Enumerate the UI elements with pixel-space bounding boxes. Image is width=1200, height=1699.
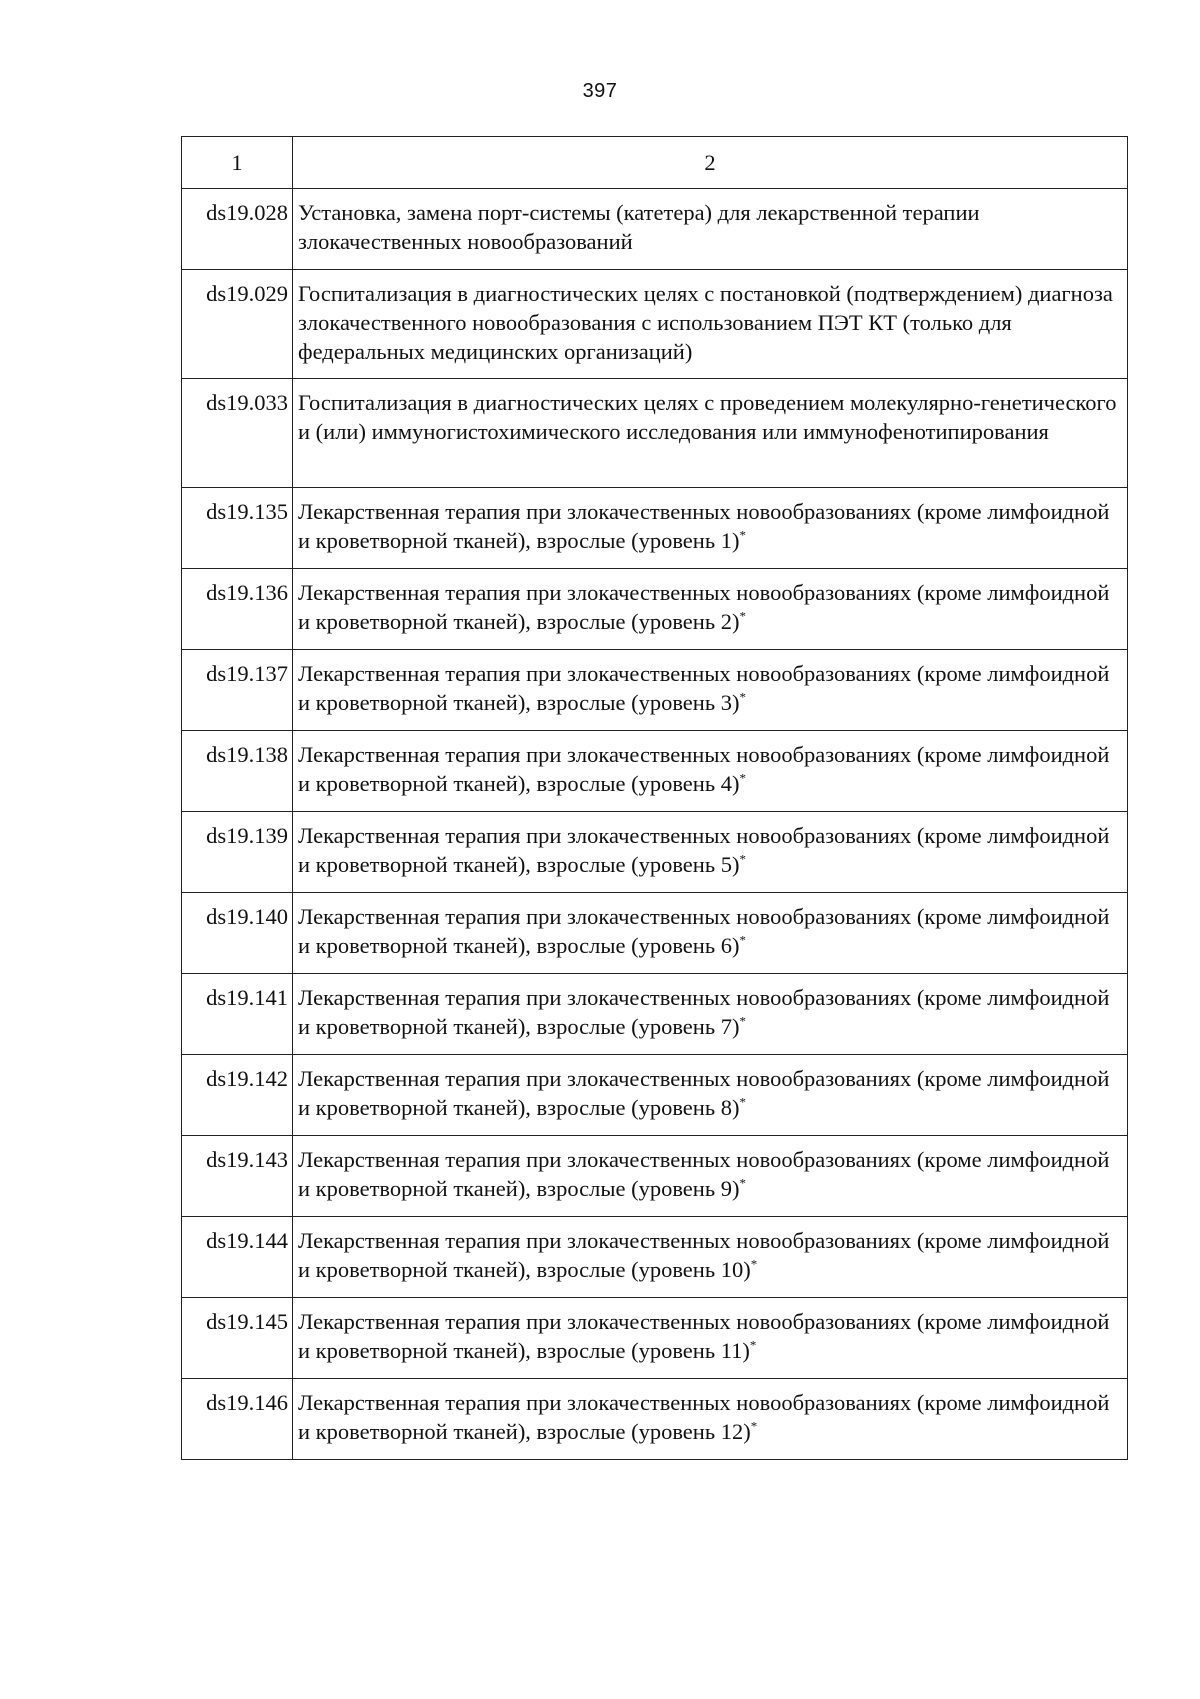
row-code: ds19.029 xyxy=(182,270,293,379)
footnote-mark: * xyxy=(739,770,746,786)
page-number: 397 xyxy=(582,80,618,102)
row-description-text: Лекарственная терапия при злокачественных новообразованиях (кроме лимфоидной и кроветворной тканей), взрослые (уровень 1) xyxy=(298,499,1110,553)
footnote-mark: * xyxy=(739,1013,746,1029)
footnote-mark: * xyxy=(739,932,746,948)
row-description xyxy=(293,1136,1128,1217)
row-description xyxy=(293,650,1128,731)
tariff-table xyxy=(181,136,1128,1460)
row-description-text: Лекарственная терапия при злокачественных новообразованиях (кроме лимфоидной и кроветворной тканей), взрослые (уровень 6) xyxy=(298,904,1110,958)
row-code: ds19.141 xyxy=(182,974,293,1055)
table-row xyxy=(182,893,1128,974)
row-code: ds19.033 xyxy=(182,379,293,488)
row-description-text: Лекарственная терапия при злокачественных новообразованиях (кроме лимфоидной и кроветворной тканей), взрослые (уровень 2) xyxy=(298,580,1110,634)
table-body xyxy=(182,137,1128,1460)
footnote-mark: * xyxy=(739,1175,746,1191)
footnote-mark: * xyxy=(739,851,746,867)
row-code: ds19.140 xyxy=(182,893,293,974)
row-code: ds19.138 xyxy=(182,731,293,812)
row-description xyxy=(293,974,1128,1055)
row-description xyxy=(293,488,1128,569)
row-description xyxy=(293,270,1128,379)
row-description-text: Лекарственная терапия при злокачественных новообразованиях (кроме лимфоидной и кроветворной тканей), взрослые (уровень 8) xyxy=(298,1066,1110,1120)
table-row xyxy=(182,1055,1128,1136)
row-description-text: Лекарственная терапия при злокачественных новообразованиях (кроме лимфоидной и кроветворной тканей), взрослые (уровень 7) xyxy=(298,985,1110,1039)
row-description xyxy=(293,1217,1128,1298)
row-code: ds19.143 xyxy=(182,1136,293,1217)
row-code: ds19.135 xyxy=(182,488,293,569)
footnote-mark: * xyxy=(750,1256,758,1272)
row-description-text: Госпитализация в диагностических целях с постановкой (подтверждением) диагноза злокачественного новообразования с использованием ПЭТ КТ (только для федеральных медицинских организаций) xyxy=(298,281,1113,364)
row-description xyxy=(293,1298,1128,1379)
row-description xyxy=(293,1055,1128,1136)
table-row xyxy=(182,189,1128,270)
table-row xyxy=(182,1298,1128,1379)
row-code: ds19.028 xyxy=(182,189,293,270)
footnote-mark: * xyxy=(749,1337,757,1353)
row-description xyxy=(293,812,1128,893)
row-description-text: Лекарственная терапия при злокачественных новообразованиях (кроме лимфоидной и кроветворной тканей), взрослые (уровень 9) xyxy=(298,1147,1110,1201)
row-code: ds19.142 xyxy=(182,1055,293,1136)
column-header-1: 1 xyxy=(182,137,293,189)
table-row xyxy=(182,650,1128,731)
row-description-text: Лекарственная терапия при злокачественных новообразованиях (кроме лимфоидной и кроветворной тканей), взрослые (уровень 10) xyxy=(298,1228,1110,1282)
table-row xyxy=(182,488,1128,569)
footnote-mark: * xyxy=(739,1094,746,1110)
table-row xyxy=(182,379,1128,488)
row-code: ds19.137 xyxy=(182,650,293,731)
column-header-2: 2 xyxy=(293,137,1128,189)
row-description xyxy=(293,569,1128,650)
row-code: ds19.146 xyxy=(182,1379,293,1460)
row-description xyxy=(293,379,1128,488)
row-code: ds19.136 xyxy=(182,569,293,650)
footnote-mark: * xyxy=(739,689,746,705)
table-row xyxy=(182,731,1128,812)
footnote-mark: * xyxy=(739,608,746,624)
row-description-text: Лекарственная терапия при злокачественных новообразованиях (кроме лимфоидной и кроветворной тканей), взрослые (уровень 4) xyxy=(298,742,1110,796)
row-description xyxy=(293,189,1128,270)
row-code: ds19.139 xyxy=(182,812,293,893)
row-description-text: Лекарственная терапия при злокачественных новообразованиях (кроме лимфоидной и кроветворной тканей), взрослые (уровень 3) xyxy=(298,661,1110,715)
row-description-text: Лекарственная терапия при злокачественных новообразованиях (кроме лимфоидной и кроветворной тканей), взрослые (уровень 5) xyxy=(298,823,1110,877)
table-row xyxy=(182,1217,1128,1298)
row-code: ds19.145 xyxy=(182,1298,293,1379)
row-description-text: Установка, замена порт-системы (катетера) для лекарственной терапии злокачественных новообразований xyxy=(298,200,980,254)
table-row xyxy=(182,1136,1128,1217)
footnote-mark: * xyxy=(739,527,746,543)
table-header-row xyxy=(182,137,1128,189)
table-row xyxy=(182,569,1128,650)
row-description xyxy=(293,893,1128,974)
footnote-mark: * xyxy=(750,1418,758,1434)
row-description xyxy=(293,1379,1128,1460)
row-description-text: Лекарственная терапия при злокачественных новообразованиях (кроме лимфоидной и кроветворной тканей), взрослые (уровень 12) xyxy=(298,1390,1110,1444)
table-row xyxy=(182,1379,1128,1460)
table-row xyxy=(182,270,1128,379)
row-description-text: Госпитализация в диагностических целях с проведением молекулярно-генетического и (или) иммуногистохимического исследования или иммунофенотипирования xyxy=(298,390,1117,444)
table-row xyxy=(182,812,1128,893)
table-row xyxy=(182,974,1128,1055)
row-code: ds19.144 xyxy=(182,1217,293,1298)
row-description-text: Лекарственная терапия при злокачественных новообразованиях (кроме лимфоидной и кроветворной тканей), взрослые (уровень 11) xyxy=(298,1309,1110,1363)
row-description xyxy=(293,731,1128,812)
